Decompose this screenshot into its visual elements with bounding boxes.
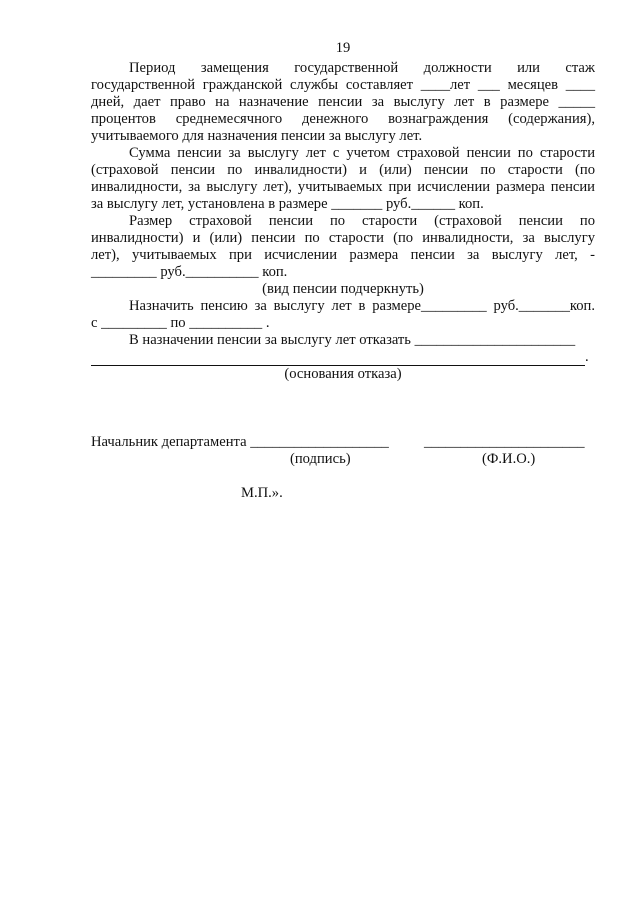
text-line: _________ руб.__________ коп. [91, 264, 288, 280]
text-line: Размер страховой пенсии по старости (страховой пенсии по [129, 213, 595, 229]
text-line: за выслугу лет, установлена в размере _______ руб.______ коп. [91, 196, 484, 212]
paragraph-assign-pension [91, 298, 595, 332]
signature-title: Начальник департамента ___________________ [91, 434, 389, 450]
text-line: В назначении пенсии за выслугу лет отказать ______________________ [129, 332, 576, 348]
refusal-reason-line [91, 349, 595, 366]
caption-signature: (подпись) [290, 451, 351, 467]
paragraph-pension-amount [91, 145, 595, 213]
page-number: 19 [335, 40, 351, 56]
text-line: государственной гражданской службы составляет ____лет ___ месяцев ____ [91, 77, 595, 93]
text-line: Период замещения государственной должности или стаж [129, 60, 595, 76]
stamp-mark: М.П.». [241, 485, 283, 501]
text-line: лет), учитываемых при исчислении размера пенсии за выслугу лет, - [91, 247, 595, 263]
text-line: дней, дает право на назначение пенсии за выслугу лет в размере _____ [91, 94, 595, 110]
fio-line: ______________________ [424, 434, 585, 450]
caption-pension-type: (вид пенсии подчеркнуть) [262, 281, 424, 297]
signature-row [91, 434, 595, 451]
text-line: с _________ по __________ . [91, 315, 270, 331]
blank-line [91, 349, 585, 366]
paragraph-service-period [91, 60, 595, 145]
caption-fio: (Ф.И.О.) [482, 451, 536, 467]
stamp-row [91, 485, 595, 502]
text-line: Сумма пенсии за выслугу лет с учетом страховой пенсии по старости [129, 145, 595, 161]
text-line: инвалидности) и (или) пенсии по старости (по инвалидности, за выслугу [91, 230, 595, 246]
text-line: инвалидности, за выслугу лет), учитываемых при исчислении размера пенсии [91, 179, 595, 195]
signature-captions [91, 451, 595, 468]
paragraph-refusal [91, 332, 595, 366]
caption-refusal-reason: (основания отказа) [284, 366, 402, 382]
text-line: учитываемого для назначения пенсии за выслугу лет. [91, 128, 423, 144]
text-end: . [585, 349, 589, 365]
document-page [91, 40, 595, 502]
text-line: процентов среднемесячного денежного вознаграждения (содержания), [91, 111, 595, 127]
text-line: (страховой пенсии по инвалидности) и (или) пенсии по старости (по [91, 162, 595, 178]
paragraph-insurance-pension [91, 213, 595, 281]
text-line: Назначить пенсию за выслугу лет в размере_________ руб._______коп. [129, 298, 595, 314]
